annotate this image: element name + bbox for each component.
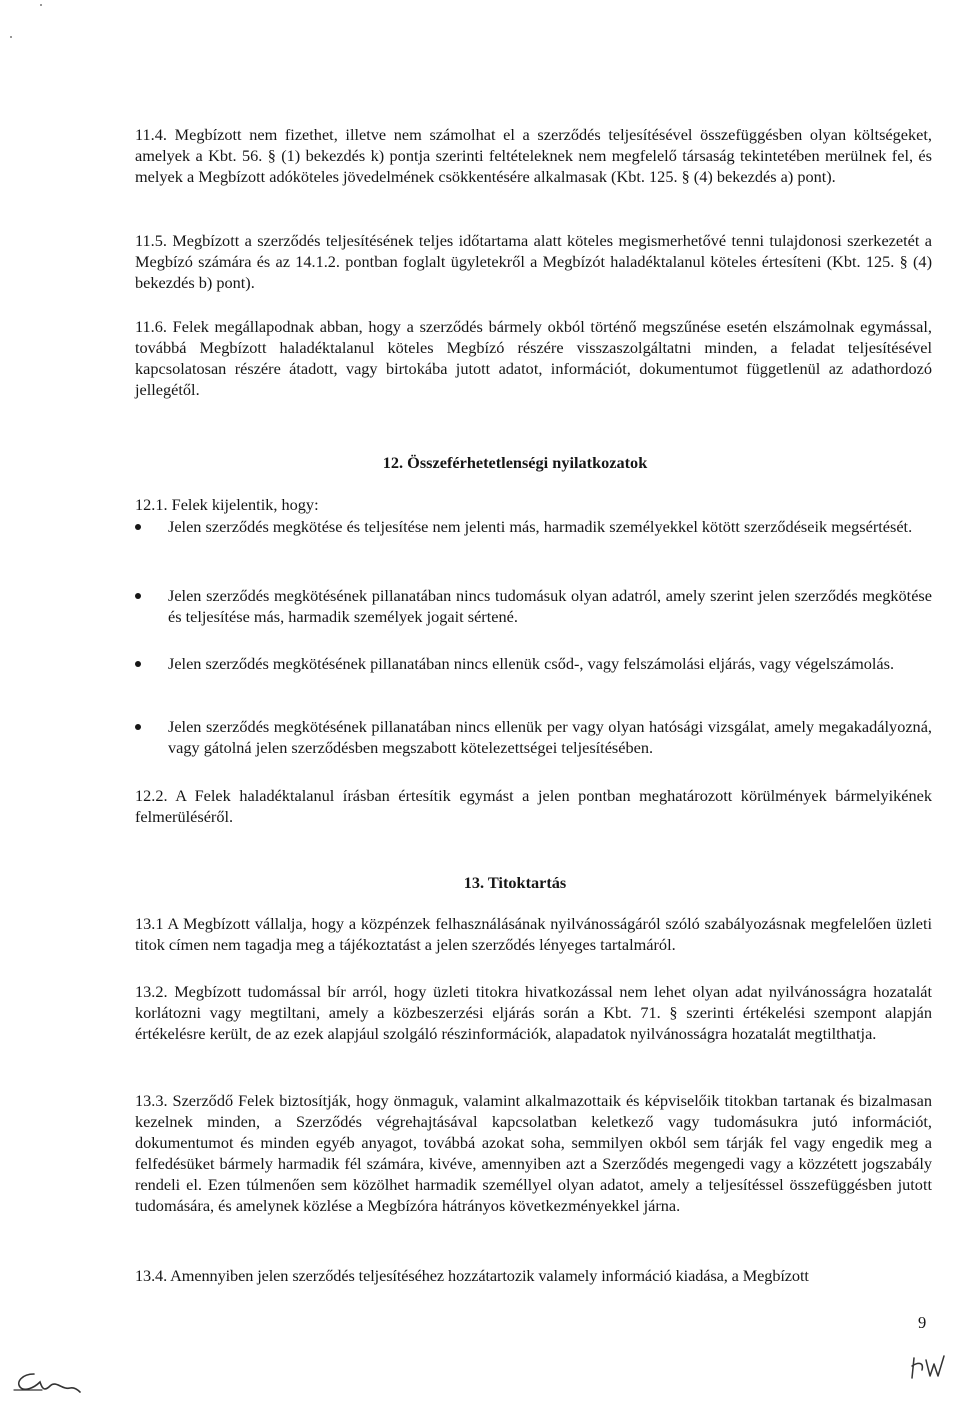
list-item — [135, 516, 932, 537]
list-item — [135, 716, 932, 758]
section-heading-13: 13. Titoktartás — [463, 873, 567, 892]
scan-speck — [10, 36, 12, 38]
bullet-icon — [135, 593, 141, 599]
list-item-text: Jelen szerződés megkötésének pillanatában nincs tudomásuk olyan adatról, amely szerint jelen szerződés megkötése és teljesítése más, harmadik személyek jogait sértené. — [168, 586, 932, 626]
paragraph-13-4: 13.4. Amennyiben jelen szerződés teljesítéséhez hozzátartozik valamely információ kiadása, a Megbízott — [135, 1266, 809, 1285]
signature-initials-left — [12, 1368, 82, 1396]
list-item-text: Jelen szerződés megkötésének pillanatában nincs ellenük csőd-, vagy felszámolási eljárás, vagy végelszámolás. — [168, 654, 895, 673]
paragraph-13-3: 13.3. Szerződő Felek biztosítják, hogy önmaguk, valamint alkalmazottaik és képviselőik titokban tartanak és bizalmasan kezelnek minden, a Szerződés végrehajtásával kapcsolatban keletkező vagy tudomásukra jutó információt, dokumentumot és minden egyéb anyagot, továbbá azokat soha, semmilyen okból sem tárják fel vagy engedik meg a felfedésüket bármely harmadik fél számára, kivéve, amennyiben azt a Szerződés megengedi vagy a közzétett jogszabály rendeli el. Ezen túlmenően sem közölhet harmadik személlyel olyan adatot, amely a teljesítéssel összefüggésben jutott tudomására, és amelynek közlése a Megbízóra hátrányos következményekkel járna. — [135, 1091, 932, 1215]
paragraph-12-2: 12.2. A Felek haladéktalanul írásban értesítik egymást a jelen pontban meghatározott körülmények bármelyikének felmerüléséről. — [135, 786, 932, 826]
signature-initials-right — [906, 1348, 950, 1382]
paragraph-11-5: 11.5. Megbízott a szerződés teljesítésének teljes időtartama alatt köteles megismerhetővé tenni tulajdonosi szerkezetét a Megbízó számára és az 14.1.2. pontban foglalt ügyletekről a Megbízót haladéktalanul köteles értesíteni (Kbt. 125. § (4) bekezdés b) pont). — [135, 231, 932, 292]
scan-speck — [40, 4, 42, 6]
section-heading-12: 12. Összeférhetetlenségi nyilatkozatok — [382, 453, 648, 472]
list-item — [135, 653, 932, 674]
bullet-icon — [135, 524, 141, 530]
paragraph-13-1: 13.1 A Megbízott vállalja, hogy a közpénzek felhasználásának nyilvánosságáról szóló szabályozásnak megfelelően üzleti titok címen nem tagadja meg a tájékoztatást a jelen szerződés lényeges tartalmáról. — [135, 914, 932, 954]
page-number: 9 — [918, 1313, 927, 1332]
list-item-text: Jelen szerződés megkötése és teljesítése nem jelenti más, harmadik személyekkel kötött szerződéseik megsértését. — [168, 517, 913, 536]
bullet-icon — [135, 724, 141, 730]
paragraph-11-4: 11.4. Megbízott nem fizethet, illetve nem számolhat el a szerződés teljesítésével összefüggésben olyan költségeket, amelyek a Kbt. 56. § (1) bekezdés k) pontja szerinti feltételeknek nem megfelelő társaság tekintetében merülnek fel, és melyek a Megbízott adóköteles jövedelmének csökkentésére alkalmasak (Kbt. 125. § (4) bekezdés a) pont). — [135, 125, 932, 186]
paragraph-13-2: 13.2. Megbízott tudomással bír arról, hogy üzleti titokra hivatkozással nem lehet olyan adat nyilvánosságra hozatalát korlátozni vagy megtiltani, amely a közbeszerzési eljárás során a Kbt. 71. § szerinti értékelési szempont alapján értékelésre került, de az ezek alapjául szolgáló részinformációk, alapadatok nyilvánosságra hozatalát megtilthatja. — [135, 982, 932, 1043]
paragraph-12-1-intro: 12.1. Felek kijelentik, hogy: — [135, 495, 319, 514]
bullet-icon — [135, 661, 141, 667]
list-item-text: Jelen szerződés megkötésének pillanatában nincs ellenük per vagy olyan hatósági vizsgálat, amely megakadályozná, vagy gátolná jelen szerződésben megszabott kötelezettségei teljesítésében. — [168, 717, 932, 757]
list-item — [135, 585, 932, 627]
paragraph-11-6: 11.6. Felek megállapodnak abban, hogy a szerződés bármely okból történő megszűnése esetén elszámolnak egymással, továbbá Megbízott haladéktalanul köteles Megbízó részére visszaszolgáltatni minden, a feladat teljesítésével kapcsolatosan részére átadott, vagy birtokába jutott adatot, információt, dokumentumot függetlenül az adathordozó jellegétől. — [135, 317, 932, 399]
